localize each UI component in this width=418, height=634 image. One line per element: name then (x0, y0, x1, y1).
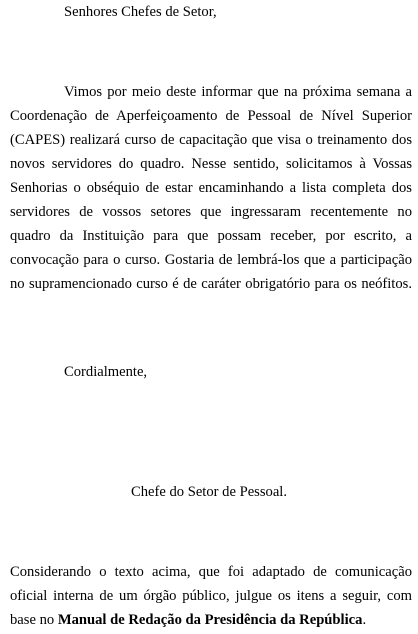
manual-title: Manual de Redação da Presidência da República (57, 612, 363, 628)
body-line-3: (CAPES) realizará curso de capacitação que visa o treinamento dos (10, 132, 412, 148)
salutation: Senhores Chefes de Setor, (64, 4, 217, 20)
body-line-1: Vimos por meio deste informar que na próxima semana a (64, 84, 412, 100)
body-line-6: servidores de vossos setores que ingressaram recentemente no (10, 204, 412, 220)
body-line-5: Senhorias o obséquio de estar encaminhando a lista completa dos (10, 180, 412, 196)
question-line-2: oficial interna de um órgão público, julgue os itens a seguir, com (10, 588, 412, 604)
question-line-1: Considerando o texto acima, que foi adaptado de comunicação (10, 564, 412, 580)
signature: Chefe do Setor de Pessoal. (130, 484, 288, 500)
question-line-3-prefix: base no (10, 612, 58, 628)
question-line-3-suffix: . (362, 612, 367, 628)
body-line-4: novos servidores do quadro. Nesse sentido, solicitamos à Vossas (10, 156, 412, 172)
body-line-9: no supramencionado curso é de caráter obrigatório para os neófitos. (10, 276, 412, 292)
body-line-8: convocação para o curso. Gostaria de lembrá-los que a participação (10, 252, 412, 268)
question-line-3 (10, 612, 366, 628)
closing: Cordialmente, (64, 364, 148, 380)
body-line-7: quadro da Instituição para que possam receber, por escrito, a (10, 228, 412, 244)
body-line-2: Coordenação de Aperfeiçoamento de Pessoal de Nível Superior (10, 108, 412, 124)
